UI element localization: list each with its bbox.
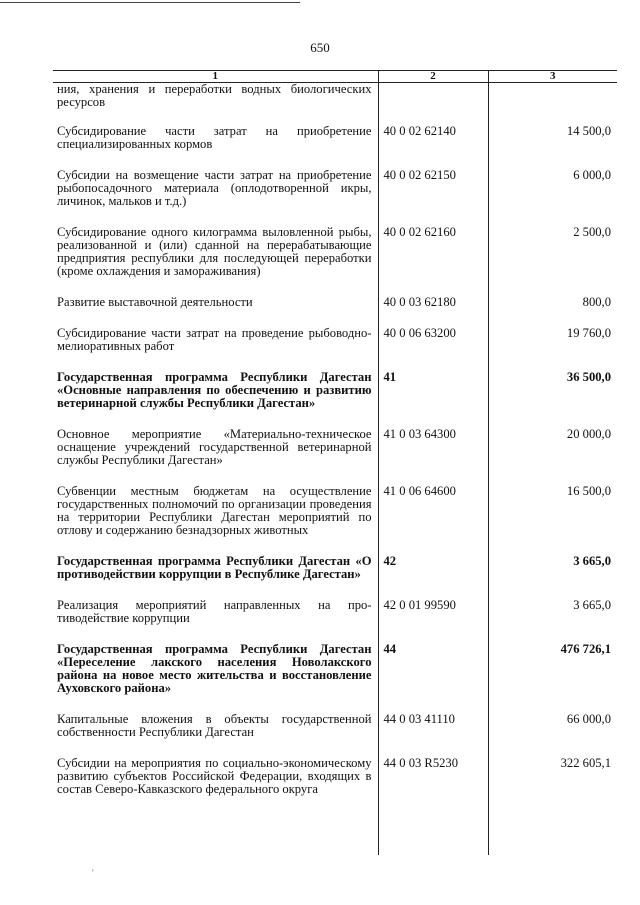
row-amount: 3 665,0 [488,599,617,643]
row-code: 41 0 03 64300 [378,428,488,485]
table-row [53,125,617,169]
column-header-2: 2 [378,71,488,83]
row-amount: 3 665,0 [488,555,617,599]
scan-edge-line [0,2,300,3]
row-name: Государственная программа Республики Дагестан «Переселение лакского населения Новолакского района на новое место жительства и восстановление Ауховского района» [57,642,372,695]
row-amount: 19 760,0 [488,327,617,371]
table-row [53,169,617,226]
table-row [53,327,617,371]
row-code: 40 0 02 62160 [378,226,488,296]
table-row [53,643,617,713]
row-amount: 66 000,0 [488,713,617,757]
column-header-3: 3 [488,71,617,83]
row-name: Государственная программа Республики Дагестан «О противодействии коррупции в Республике Дагестан» [57,554,372,581]
row-amount: 20 000,0 [488,428,617,485]
row-amount: 2 500,0 [488,226,617,296]
margin-mark: ' [92,868,94,878]
row-code: 41 [378,371,488,428]
row-name: Субсидирование части затрат на приобретение специализированных кормов [57,124,372,151]
table-row [53,428,617,485]
page-number: 650 [310,40,330,55]
row-name: Реализация мероприятий направленных на противодействие коррупции [57,598,372,625]
table-row [53,83,617,126]
table-row [53,599,617,643]
table-row [53,226,617,296]
row-amount: 16 500,0 [488,485,617,555]
row-amount: 6 000,0 [488,169,617,226]
row-amount: 36 500,0 [488,371,617,428]
row-code: 42 [378,555,488,599]
table-row [53,555,617,599]
row-code: 44 [378,643,488,713]
row-name: Государственная программа Республики Дагестан «Основные направления по обеспечению и развитию ветеринарной службы Республики Дагестан» [57,370,372,410]
table-body [53,83,617,856]
table-row [53,485,617,555]
table-row [53,713,617,757]
row-code: 44 0 03 41110 [378,713,488,757]
row-code: 40 0 02 62140 [378,125,488,169]
row-code: 42 0 01 99590 [378,599,488,643]
budget-table [53,70,617,855]
table-row [53,296,617,327]
row-amount: 800,0 [488,296,617,327]
row-code: 40 0 06 63200 [378,327,488,371]
row-amount: 322 605,1 [488,757,617,855]
row-code: 41 0 06 64600 [378,485,488,555]
row-code [378,83,488,126]
row-name: Субсидирование части затрат на проведение рыбоводно-мелиоративных работ [57,326,372,353]
row-amount: 476 726,1 [488,643,617,713]
row-name: Субвенции местным бюджетам на осуществление государственных полномочий по организации проведения на территории Республики Дагестан мероприятий по отлову и содержанию безнадзорных животных [57,484,372,537]
row-amount [488,83,617,126]
table-row [53,371,617,428]
row-code: 40 0 03 62180 [378,296,488,327]
row-name: ния, хранения и переработки водных биологических ресурсов [57,82,372,109]
row-code: 44 0 03 R5230 [378,757,488,855]
row-amount: 14 500,0 [488,125,617,169]
row-code: 40 0 02 62150 [378,169,488,226]
column-header-1: 1 [53,71,378,83]
row-name: Развитие выставочной деятельности [57,295,253,309]
table-row [53,757,617,855]
row-name: Субсидирование одного килограмма выловленной рыбы, реализованной и (или) сданной на перерабатывающие предприятия республики для последующей переработки (кроме охлаждения и замораживания) [57,225,372,278]
row-name: Основное мероприятие «Материально-техническое оснащение учреждений государственной ветеринарной службы Республики Дагестан» [57,427,372,467]
table-header-row [53,71,617,83]
row-name: Капитальные вложения в объекты государственной собственности Республики Дагестан [57,712,372,739]
row-name: Субсидии на мероприятия по социально-экономическому развитию субъектов Российской Федерации, входящих в состав Северо-Кавказского федерального округа [57,756,372,796]
row-name: Субсидии на возмещение части затрат на приобретение рыбопосадочного материала (оплодотворенной икры, личинок, мальков и т.д.) [57,168,372,208]
